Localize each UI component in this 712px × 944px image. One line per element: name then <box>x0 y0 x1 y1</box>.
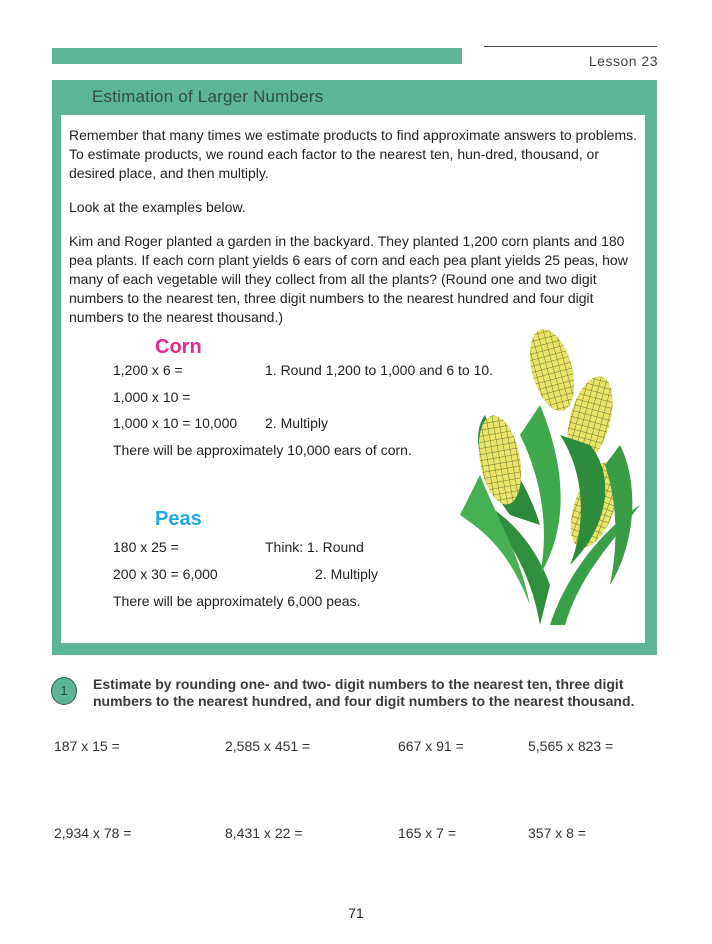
corn-line: 1,000 x 10 = <box>113 389 191 405</box>
corn-step: 1. Round 1,200 to 1,000 and 6 to 10. <box>265 362 494 378</box>
corn-illustration <box>440 325 650 630</box>
exercise-instructions: Estimate by rounding one- and two- digit numbers to the nearest ten, three digit numbers to the nearest hundred, and four digit numbers to the nearest thousand. <box>93 676 635 709</box>
section-title: Estimation of Larger Numbers <box>92 87 324 106</box>
look-text: Look at the examples below. <box>69 199 246 215</box>
peas-heading: Peas <box>155 508 202 530</box>
problem: 2,934 x 78 = <box>54 825 132 841</box>
corn-line: 1,000 x 10 = 10,000 <box>113 415 238 431</box>
problem: 357 x 8 = <box>528 825 586 841</box>
peas-step: Think: 1. Round <box>265 539 364 555</box>
story-text: Kim and Roger planted a garden in the backyard. They planted 1,200 corn plants and 180 pea plants. If each corn plant yields 6 ears of corn and each pea plant yields 25 peas, how many of each vegetable will they collect from all the plants? (Round one and two digit numbers to the nearest ten, three digit numbers to the nearest hundred and four digit numbers to the nearest thousand.) <box>69 233 628 325</box>
header-bar <box>52 48 462 64</box>
peas-line: 180 x 25 = <box>113 539 179 555</box>
peas-line: 200 x 30 = 6,000 <box>113 566 218 582</box>
problem: 8,431 x 22 = <box>225 825 303 841</box>
page-number: 71 <box>348 905 364 921</box>
lesson-label: Lesson 23 <box>588 53 658 69</box>
corn-step: 2. Multiply <box>265 415 329 431</box>
exercise-number-badge: 1 <box>51 677 77 705</box>
intro-text: Remember that many times we estimate products to find approximate answers to problems. To estimate products, we round each factor to the nearest ten, hun-dred, thousand, or desired place, and then multiply. <box>69 127 638 181</box>
problem: 165 x 7 = <box>398 825 456 841</box>
corn-heading: Corn <box>155 336 202 358</box>
problem: 2,585 x 451 = <box>225 738 311 754</box>
name-line <box>484 46 657 47</box>
corn-conclusion: There will be approximately 10,000 ears of corn. <box>113 442 412 458</box>
problem: 667 x 91 = <box>398 738 464 754</box>
problem: 187 x 15 = <box>54 738 120 754</box>
corn-line: 1,200 x 6 = <box>113 362 183 378</box>
problem: 5,565 x 823 = <box>528 738 614 754</box>
peas-conclusion: There will be approximately 6,000 peas. <box>113 593 361 609</box>
peas-step: 2. Multiply <box>315 566 379 582</box>
